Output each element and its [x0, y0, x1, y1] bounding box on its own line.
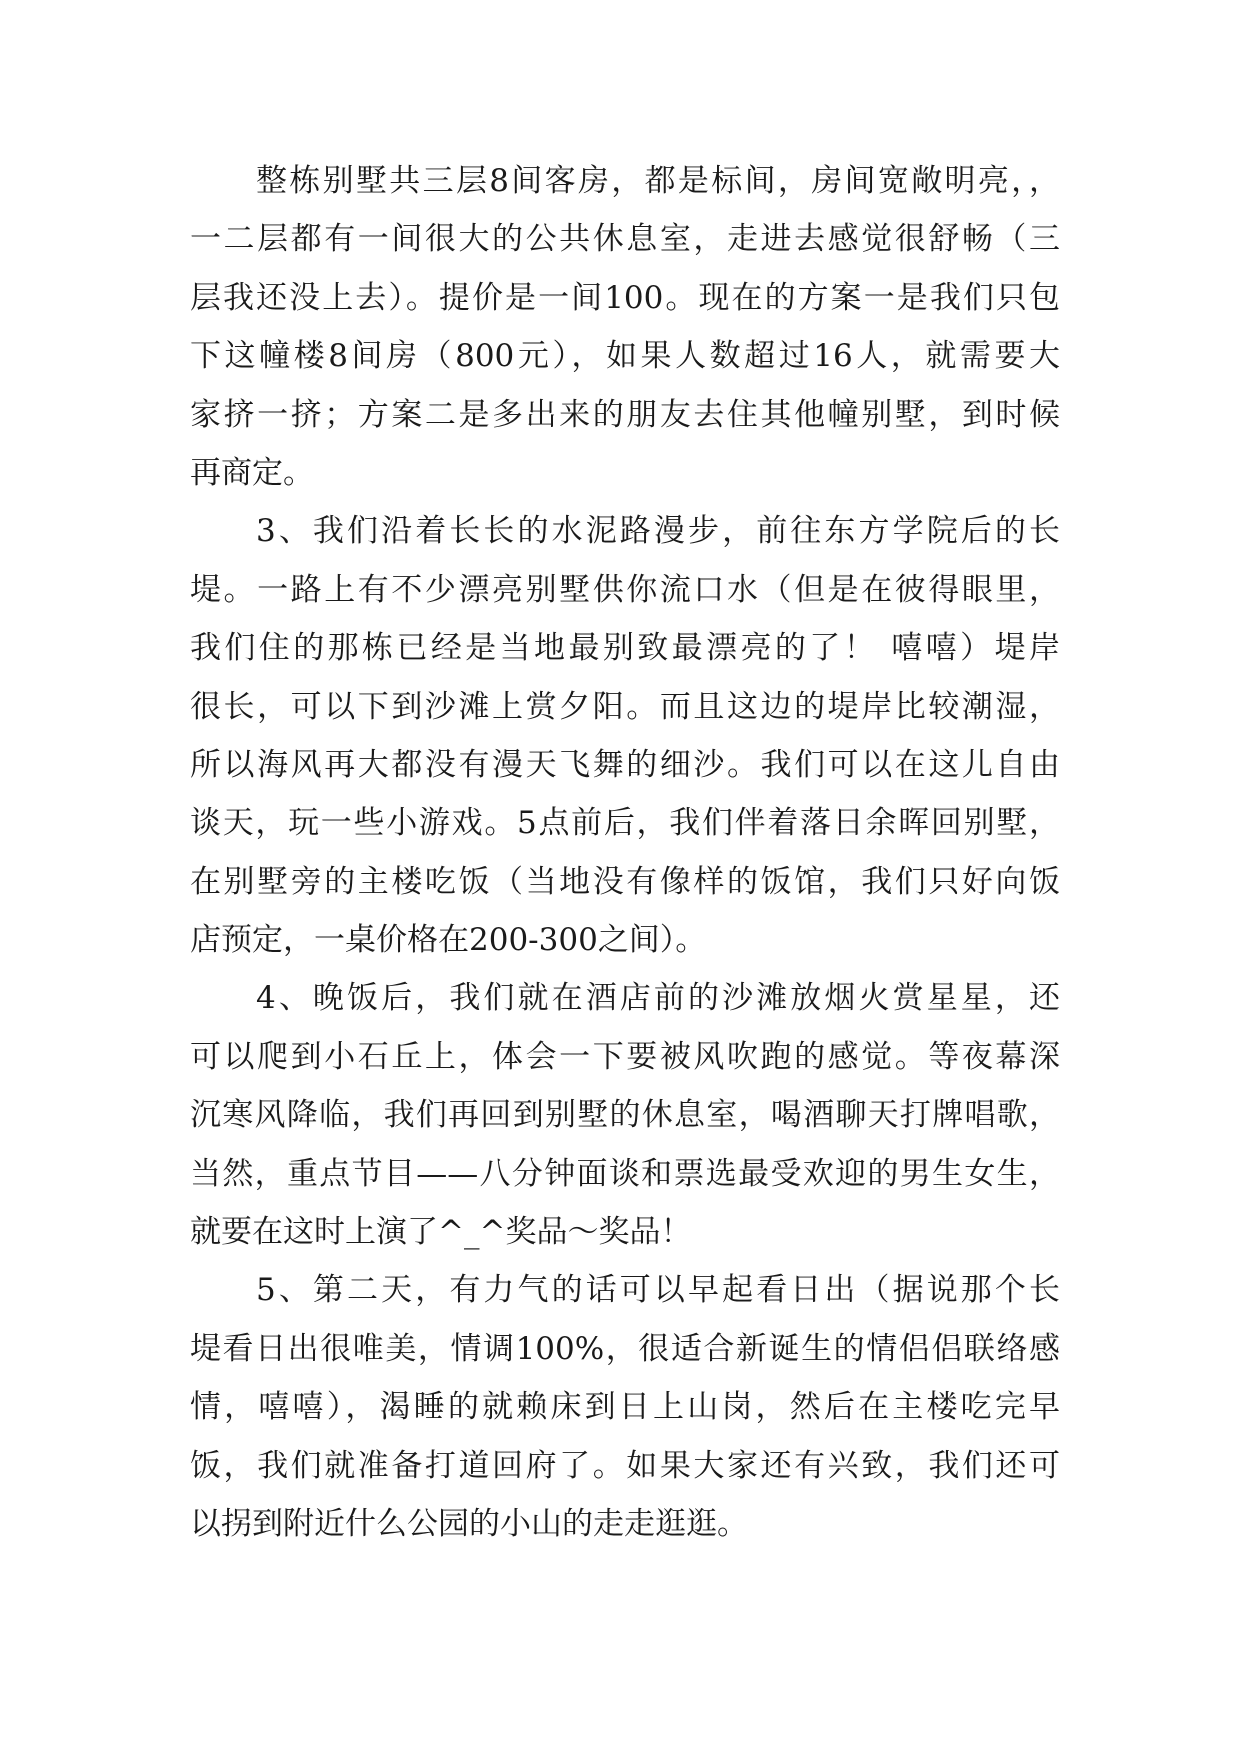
text-line: 家挤一挤；方案二是多出来的朋友去住其他幢别墅，到时候	[190, 396, 1060, 433]
text-line: 可以爬到小石丘上，体会一下要被风吹跑的感觉。等夜幕深	[190, 1038, 1060, 1075]
text-line: 下这幢楼8间房（800元），如果人数超过16人，就需要大	[190, 338, 1060, 375]
text-line: 3、我们沿着长长的水泥路漫步，前往东方学院后的长	[256, 513, 1060, 550]
text-line: 店预定，一桌价格在200-300之间）。	[190, 922, 707, 959]
text-line: 层我还没上去）。提价是一间100。现在的方案一是我们只包	[190, 279, 1060, 316]
text-line: 一二层都有一间很大的公共休息室，走进去感觉很舒畅（三	[190, 221, 1060, 258]
text-line: 堤看日出很唯美，情调100%，很适合新诞生的情侣侣联络感	[190, 1330, 1060, 1367]
text-line: 谈天，玩一些小游戏。5点前后，我们伴着落日余晖回别墅，	[190, 805, 1060, 842]
paragraph-item-5	[190, 1261, 1060, 1553]
text-line: 我们住的那栋已经是当地最别致最漂亮的了！ 嘻嘻）堤岸	[190, 630, 1060, 667]
text-line: 以拐到附近什么公园的小山的走走逛逛。	[190, 1505, 748, 1542]
document-body	[190, 152, 1060, 1553]
text-line: 沉寒风降临，我们再回到别墅的休息室，喝酒聊天打牌唱歌，	[190, 1097, 1060, 1134]
paragraph-item-4	[190, 969, 1060, 1261]
text-line: 再商定。	[190, 454, 314, 491]
text-line: 所以海风再大都没有漫天飞舞的细沙。我们可以在这儿自由	[190, 746, 1060, 783]
text-line: 很长，可以下到沙滩上赏夕阳。而且这边的堤岸比较潮湿，	[190, 688, 1060, 725]
text-line: 情，嘻嘻），渴睡的就赖床到日上山岗，然后在主楼吃完早	[190, 1389, 1060, 1426]
text-line: 4、晚饭后，我们就在酒店前的沙滩放烟火赏星星，还	[256, 980, 1060, 1017]
paragraph-item-3	[190, 502, 1060, 969]
text-line: 5、第二天，有力气的话可以早起看日出（据说那个长	[256, 1272, 1060, 1309]
text-line: 堤。一路上有不少漂亮别墅供你流口水（但是在彼得眼里，	[190, 571, 1060, 608]
text-line: 饭，我们就准备打道回府了。如果大家还有兴致，我们还可	[190, 1447, 1060, 1484]
text-line: 就要在这时上演了^_^奖品～奖品！	[190, 1214, 692, 1251]
paragraph-villa-rooms	[190, 152, 1060, 502]
text-line: 整栋别墅共三层8间客房，都是标间，房间宽敞明亮，，	[256, 163, 1060, 199]
text-line: 当然，重点节目——八分钟面谈和票选最受欢迎的男生女生，	[190, 1155, 1060, 1192]
text-line: 在别墅旁的主楼吃饭（当地没有像样的饭馆，我们只好向饭	[190, 863, 1060, 900]
